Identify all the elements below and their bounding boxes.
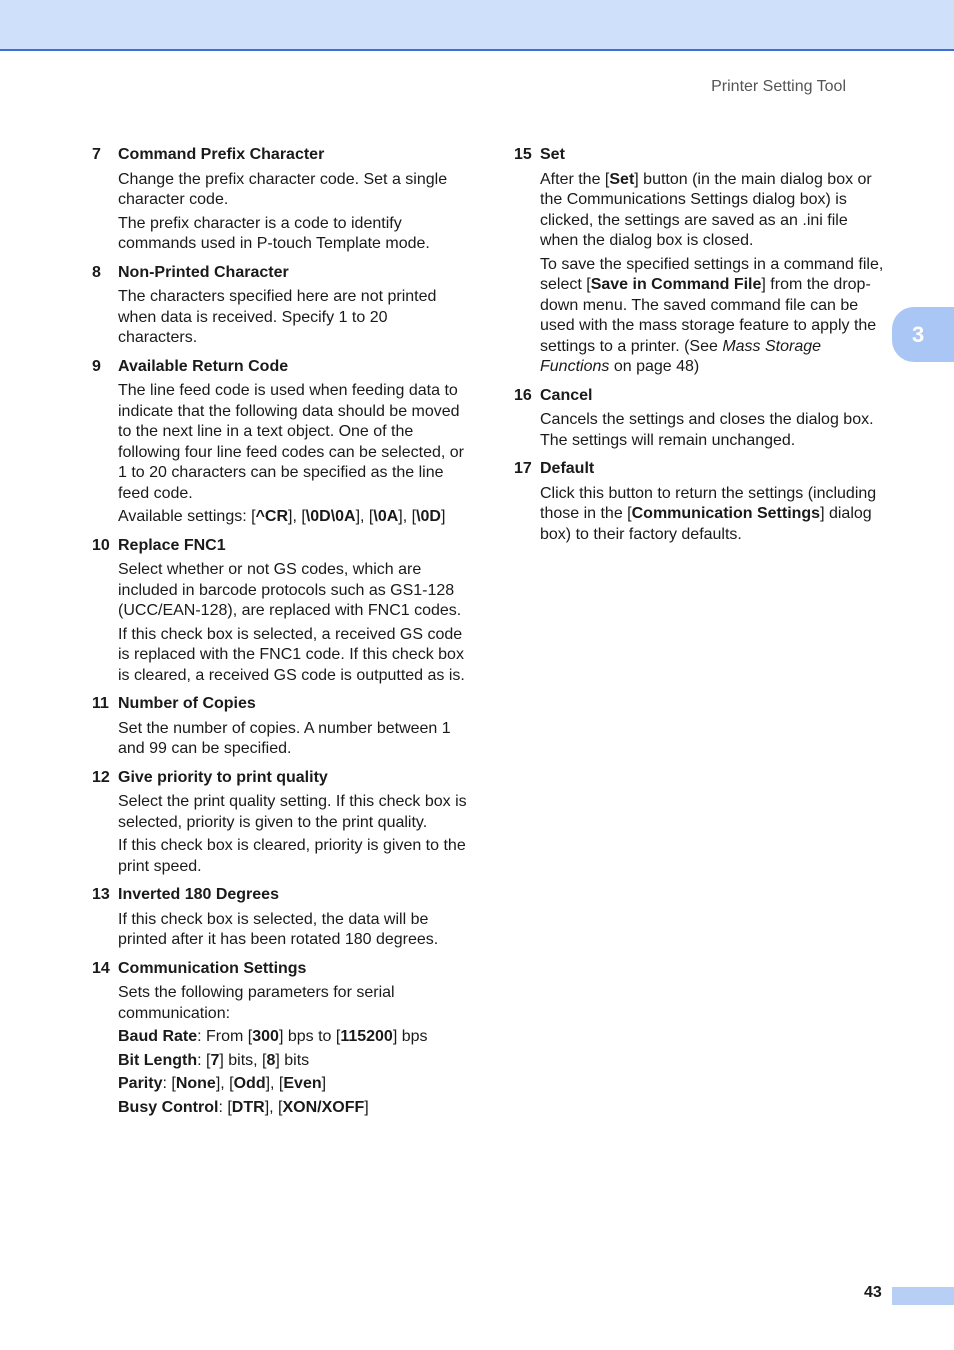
item-inverted-180-degrees bbox=[92, 885, 468, 951]
item-title: Default bbox=[540, 460, 595, 477]
paragraph: Sets the following parameters for serial communication: bbox=[118, 984, 395, 1022]
item-number: 10 bbox=[92, 536, 110, 554]
item-title: Number of Copies bbox=[118, 695, 256, 712]
paragraph: If this check box is selected, a received GS code is replaced with the FNC1 code. If this check box is cleared, a received GS code is outputted as is. bbox=[118, 625, 465, 684]
item-replace-fnc1 bbox=[92, 536, 468, 687]
right-column bbox=[514, 145, 884, 553]
paragraph: Set the number of copies. A number between 1 and 99 can be specified. bbox=[118, 719, 451, 757]
bit-length-line: Bit Length: [7] bits, [8] bits bbox=[118, 1051, 310, 1069]
item-number: 7 bbox=[92, 146, 101, 163]
paragraph: After the [Set] button (in the main dialog box or the Communications Settings dialog box) is clicked, the settings are saved as an .ini file when the dialog box is closed. bbox=[540, 170, 872, 249]
paragraph: The line feed code is used when feeding data to indicate that the following data should be moved to the next line in a text object. One of the following four line feed codes can be selected, or 1 to 20 characters can be specified as the line feed code. bbox=[118, 382, 464, 502]
item-cancel bbox=[514, 386, 884, 452]
item-number-of-copies bbox=[92, 694, 468, 760]
paragraph: If this check box is selected, the data will be printed after it has been rotated 180 degrees. bbox=[118, 910, 439, 948]
paragraph: To save the specified settings in a command file, select [Save in Command File] from the drop-down menu. The saved command file can be used with the mass storage feature to apply the settings to a printer. (See Mass Storage Functions on page 48) bbox=[540, 255, 884, 375]
item-non-printed-character bbox=[92, 263, 468, 349]
item-title: Command Prefix Character bbox=[118, 146, 325, 163]
item-title: Inverted 180 Degrees bbox=[118, 886, 279, 903]
header-title: Printer Setting Tool bbox=[711, 78, 846, 95]
item-title: Set bbox=[540, 146, 565, 163]
item-command-prefix-character bbox=[92, 145, 468, 255]
item-number: 16 bbox=[514, 386, 532, 404]
item-title: Give priority to print quality bbox=[118, 768, 328, 786]
item-title: Communication Settings bbox=[118, 959, 307, 977]
busy-control-line: Busy Control: [DTR], [XON/XOFF] bbox=[118, 1098, 369, 1116]
item-title: Replace FNC1 bbox=[118, 536, 226, 554]
paragraph: Select whether or not GS codes, which are included in barcode protocols such as GS1-128 (UCC/EAN-128), are replaced with FNC1 codes. bbox=[118, 561, 462, 619]
parity-line: Parity: [None], [Odd], [Even] bbox=[118, 1075, 327, 1092]
available-settings: Available settings: [^CR], [\0D\0A], [\0A], [\0D] bbox=[118, 508, 446, 525]
mass-storage-link[interactable]: Mass Storage Functions bbox=[540, 337, 822, 375]
paragraph: Select the print quality setting. If this check box is selected, priority is given to the print quality. bbox=[118, 793, 467, 831]
item-number: 9 bbox=[92, 357, 101, 375]
footer-bar bbox=[892, 1287, 954, 1305]
paragraph: Cancels the settings and closes the dialog box. The settings will remain unchanged. bbox=[540, 411, 874, 449]
baud-rate-line: Baud Rate: From [300] bps to [115200] bps bbox=[118, 1028, 428, 1045]
item-number: 11 bbox=[92, 695, 109, 712]
item-number: 17 bbox=[514, 460, 532, 477]
paragraph: The prefix character is a code to identify commands used in P-touch Template mode. bbox=[118, 214, 430, 252]
paragraph: Change the prefix character code. Set a single character code. bbox=[118, 170, 448, 208]
item-title: Cancel bbox=[540, 386, 593, 404]
paragraph: The characters specified here are not printed when data is received. Specify 1 to 20 characters. bbox=[118, 288, 437, 346]
item-give-priority-to-print-quality bbox=[92, 768, 468, 878]
item-available-return-code bbox=[92, 357, 468, 528]
item-default bbox=[514, 459, 884, 545]
paragraph: Click this button to return the settings (including those in the [Communication Settings] dialog box) to their factory defaults. bbox=[540, 484, 877, 543]
item-number: 15 bbox=[514, 146, 532, 163]
page-number: 43 bbox=[864, 1284, 882, 1301]
item-title: Available Return Code bbox=[118, 357, 289, 375]
item-number: 8 bbox=[92, 263, 101, 281]
item-communication-settings bbox=[92, 959, 468, 1119]
chapter-tab[interactable]: 3 bbox=[892, 307, 954, 362]
item-title: Non-Printed Character bbox=[118, 263, 289, 281]
item-number: 12 bbox=[92, 768, 110, 786]
left-column bbox=[92, 145, 468, 1126]
header-band bbox=[0, 0, 954, 51]
item-number: 14 bbox=[92, 959, 110, 977]
item-set bbox=[514, 145, 884, 378]
item-number: 13 bbox=[92, 886, 110, 903]
paragraph: If this check box is cleared, priority is given to the print speed. bbox=[118, 837, 466, 875]
